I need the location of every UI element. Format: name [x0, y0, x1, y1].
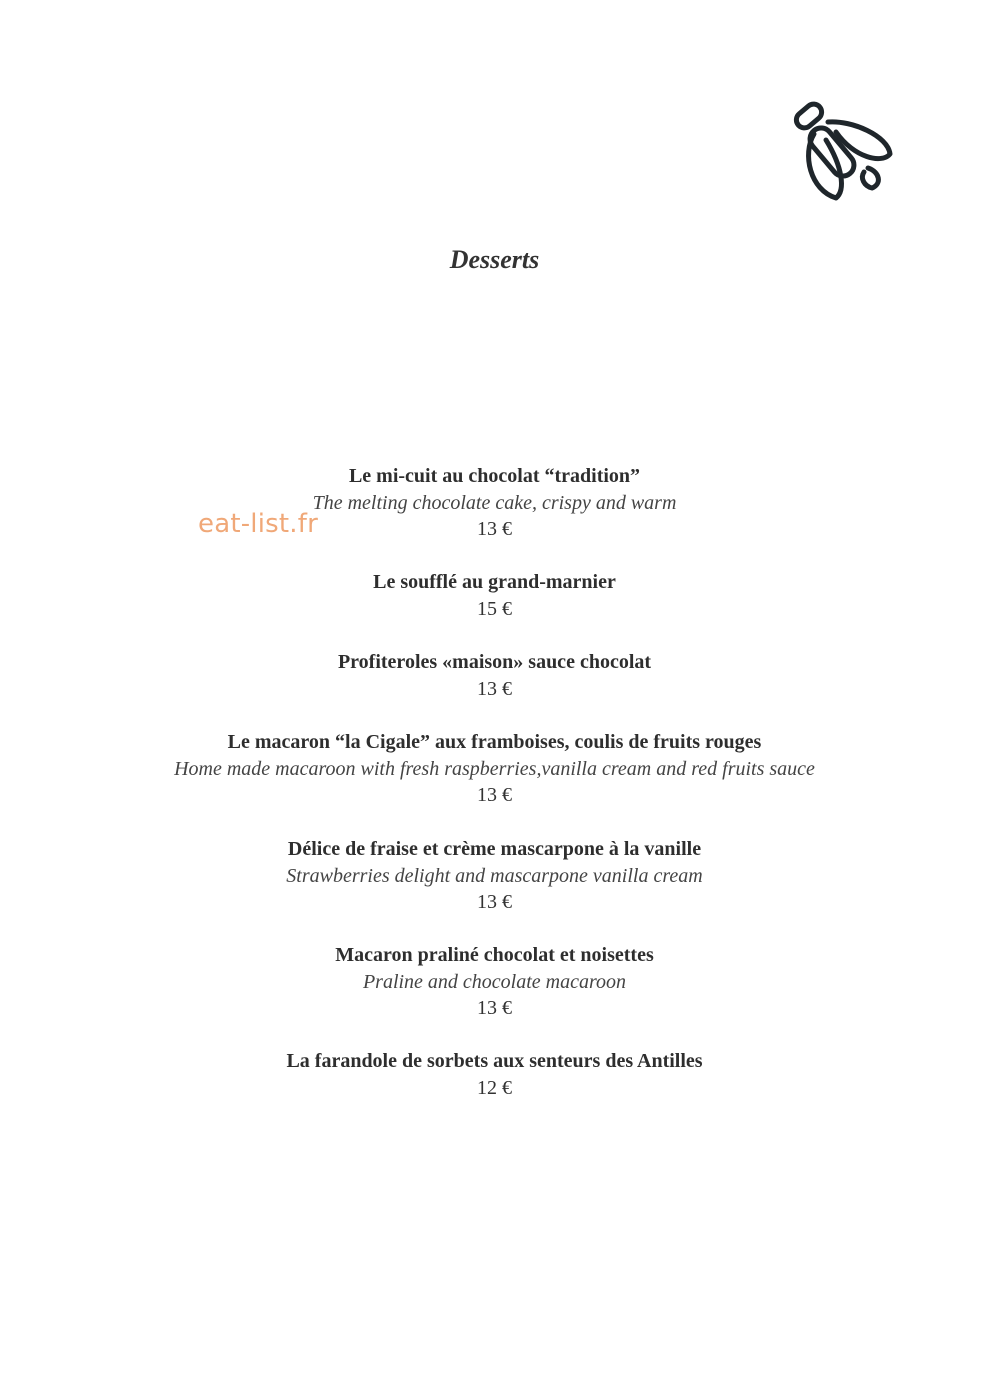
item-name: Macaron praliné chocolat et noisettes — [335, 944, 654, 966]
item-description: Strawberries delight and mascarpone vanilla cream — [286, 864, 703, 887]
page-title: Desserts — [449, 245, 540, 274]
item-price: 13 € — [477, 784, 512, 806]
menu-item — [0, 463, 989, 543]
item-name: Le soufflé au grand-marnier — [373, 571, 616, 593]
menu-item — [0, 942, 989, 1022]
item-price: 13 € — [477, 518, 512, 540]
item-name: Le mi-cuit au chocolat “tradition” — [348, 465, 641, 487]
cicada-icon — [784, 94, 896, 206]
item-price: 12 € — [477, 1076, 512, 1099]
item-name: Délice de fraise et crème mascarpone à la vanille — [287, 838, 702, 860]
watermark: eat-list.fr — [198, 509, 318, 539]
menu-item — [0, 649, 989, 702]
item-price: 15 € — [477, 597, 512, 620]
menu-item — [0, 729, 989, 809]
item-description: Praline and chocolate macaroon — [362, 970, 627, 993]
item-price: 13 € — [477, 891, 512, 913]
menu-item — [0, 836, 989, 916]
item-description: The melting chocolate cake, crispy and warm — [312, 491, 677, 514]
item-name: La farandole de sorbets aux senteurs des Antilles — [286, 1050, 703, 1072]
item-description: Home made macaroon with fresh raspberries,vanilla cream and red fruits sauce — [174, 757, 815, 780]
item-price: 13 € — [477, 677, 512, 700]
menu-item — [0, 1048, 989, 1101]
menu-item — [0, 569, 989, 622]
item-name: Le macaron “la Cigale” aux framboises, coulis de fruits rouges — [227, 731, 762, 753]
item-price: 13 € — [477, 997, 512, 1019]
item-name: Profiteroles «maison» sauce chocolat — [337, 651, 652, 673]
